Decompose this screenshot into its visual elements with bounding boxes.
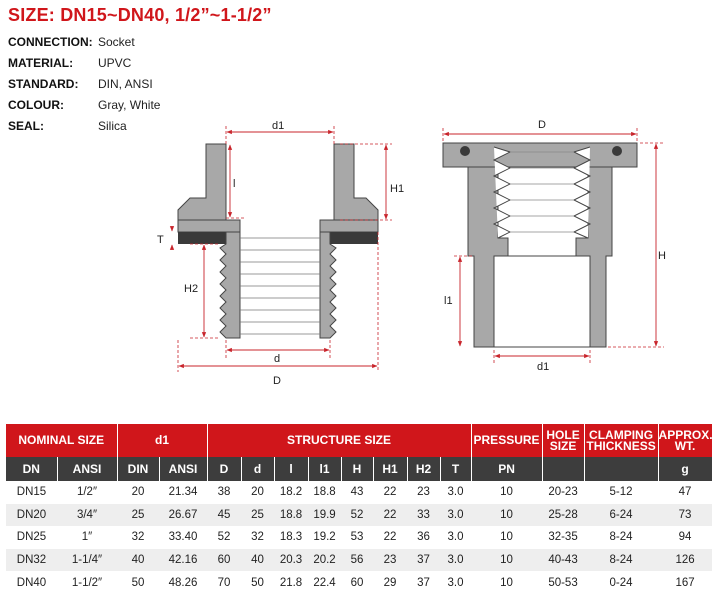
- table-cell: DN25: [16, 531, 47, 544]
- table-cell: 0-24: [609, 576, 633, 589]
- seal-ring: [178, 232, 226, 244]
- header-approx-weight: APPROX. WT.: [658, 424, 712, 457]
- table-cell: 45: [207, 504, 241, 527]
- right-fitting-drawing: [443, 119, 666, 373]
- table-cell: 37: [407, 549, 440, 572]
- table-cell: 3.0: [447, 531, 464, 544]
- header-hole-size: HOLE SIZE: [542, 424, 584, 457]
- table-cell: 10: [500, 486, 513, 499]
- property-label: COLOUR:: [8, 97, 64, 112]
- header-d1: d1: [117, 424, 207, 457]
- o-ring-seal: [460, 146, 470, 156]
- subheader-D: D: [207, 457, 241, 481]
- table-cell: 70: [217, 576, 231, 589]
- header-nominal-size: NOMINAL SIZE: [6, 424, 117, 457]
- table-cell: 167: [675, 576, 695, 589]
- table-cell: 53: [350, 531, 364, 544]
- property-value: Socket: [98, 34, 135, 49]
- specification-table: [6, 424, 713, 594]
- table-cell: DN20: [6, 504, 57, 527]
- table-cell: 10: [471, 549, 542, 572]
- dim-label-d1: d1: [537, 361, 550, 373]
- subheader-ansi-d1: ANSI: [159, 457, 207, 481]
- dim-label-D: D: [273, 375, 281, 387]
- table-cell: 32-35: [548, 531, 578, 544]
- table-cell: 20: [131, 486, 145, 499]
- header-structure-size: STRUCTURE SIZE: [207, 424, 471, 457]
- table-cell: 8-24: [609, 531, 633, 544]
- table-cell: 32: [251, 531, 264, 544]
- property-value: Gray, White: [98, 97, 161, 112]
- table-cell: 1-1/4″: [57, 549, 117, 572]
- table-cell: 3.0: [440, 504, 471, 527]
- table-cell: 40: [241, 549, 274, 572]
- table-cell: 23: [417, 486, 430, 499]
- dim-label-h2: H2: [184, 283, 199, 295]
- left-fitting-drawing: [157, 120, 404, 387]
- subheader-dn: DN: [6, 457, 57, 481]
- dim-label-d1: d1: [272, 120, 285, 132]
- table-group-header-row: [6, 424, 712, 457]
- table-cell: 22: [383, 486, 397, 499]
- property-label: STANDARD:: [8, 76, 79, 91]
- property-label: CONNECTION:: [8, 34, 93, 49]
- table-cell: 18.2: [279, 486, 303, 499]
- table-cell: 20: [251, 486, 264, 499]
- header-pressure: PRESSURE: [471, 424, 542, 457]
- subheader-l: l: [274, 457, 308, 481]
- table-cell: 42.16: [159, 549, 207, 572]
- table-cell: 25-28: [542, 504, 584, 527]
- subheader-l1: l1: [308, 457, 341, 481]
- table-cell: 1/2″: [76, 486, 98, 499]
- table-cell: 3/4″: [57, 504, 117, 527]
- table-cell: 8-24: [584, 549, 658, 572]
- table-row: [6, 481, 712, 504]
- table-cell: 22: [373, 504, 407, 527]
- table-cell: 40: [117, 549, 159, 572]
- table-cell: 21.8: [279, 576, 303, 589]
- table-cell: 23: [373, 549, 407, 572]
- subheader-H2: H2: [407, 457, 440, 481]
- table-cell: 25: [241, 504, 274, 527]
- dim-label-h: H: [658, 250, 666, 262]
- table-cell: 3.0: [447, 576, 464, 589]
- property-value: DIN, ANSI: [98, 76, 153, 91]
- subheader-H1: H1: [373, 457, 407, 481]
- subheader-din: DIN: [117, 457, 159, 481]
- property-value: Silica: [98, 118, 127, 133]
- table-cell: 43: [350, 486, 364, 499]
- table-cell: 22.4: [313, 576, 336, 589]
- table-cell: DN15: [16, 486, 47, 499]
- table-cell: 60: [350, 576, 364, 589]
- dim-label-h1: H1: [390, 183, 405, 195]
- table-cell: 1″: [81, 531, 93, 544]
- table-cell: 1-1/2″: [71, 576, 103, 589]
- table-cell: 36: [417, 531, 430, 544]
- table-cell: 50: [251, 576, 264, 589]
- subheader-H: H: [341, 457, 373, 481]
- table-cell: 50: [131, 576, 145, 589]
- property-value: UPVC: [98, 55, 132, 70]
- table-cell: 33.40: [168, 531, 198, 544]
- subheader-T: T: [440, 457, 471, 481]
- table-cell: 52: [217, 531, 231, 544]
- table-cell: 50-53: [548, 576, 578, 589]
- subheader-d: d: [241, 457, 274, 481]
- table-row: [6, 549, 712, 572]
- table-cell: 52: [341, 504, 373, 527]
- table-cell: 21.34: [168, 486, 198, 499]
- subheader-pn: PN: [471, 457, 542, 481]
- table-cell: 3.0: [440, 549, 471, 572]
- table-cell: 73: [658, 504, 712, 527]
- table-cell: 56: [341, 549, 373, 572]
- subheader-blank: [542, 457, 584, 481]
- page-title: SIZE: DN15~DN40, 1/2”~1-1/2”: [8, 5, 272, 25]
- table-cell: 40-43: [542, 549, 584, 572]
- table-cell: 10: [471, 504, 542, 527]
- table-cell: 47: [678, 486, 692, 499]
- table-cell: 32: [131, 531, 145, 544]
- dim-label-D: D: [538, 119, 546, 131]
- table-cell: 20.3: [274, 549, 308, 572]
- table-cell: DN32: [6, 549, 57, 572]
- table-cell: 20-23: [548, 486, 578, 499]
- table-cell: DN40: [16, 576, 47, 589]
- table-cell: 60: [207, 549, 241, 572]
- table-cell: 10: [500, 576, 513, 589]
- dim-label-l: l: [233, 178, 236, 190]
- table-cell: 18.8: [313, 486, 336, 499]
- dim-label-t: T: [157, 234, 164, 246]
- subheader-blank: [584, 457, 658, 481]
- table-body: [6, 481, 712, 594]
- table-cell: 18.3: [279, 531, 303, 544]
- table-cell: 19.2: [313, 531, 336, 544]
- table-sub-header-row: [6, 457, 712, 481]
- table-cell: 126: [658, 549, 712, 572]
- table-cell: 25: [117, 504, 159, 527]
- table-cell: 22: [383, 531, 397, 544]
- o-ring-seal: [612, 146, 622, 156]
- dim-label-l1: l1: [444, 295, 453, 307]
- table-cell: 5-12: [609, 486, 633, 499]
- property-label: MATERIAL:: [8, 55, 74, 70]
- property-label: SEAL:: [8, 118, 44, 133]
- table-cell: 20.2: [308, 549, 341, 572]
- table-cell: 38: [217, 486, 231, 499]
- table-cell: 48.26: [168, 576, 198, 589]
- seal-ring: [330, 232, 378, 244]
- header-clamping-thickness: CLAMPING THICKNESS: [584, 424, 658, 457]
- subheader-g: g: [658, 457, 712, 481]
- subheader-ansi: ANSI: [57, 457, 117, 481]
- table-cell: 10: [500, 531, 513, 544]
- table-cell: 3.0: [447, 486, 464, 499]
- table-cell: 26.67: [159, 504, 207, 527]
- table-cell: 18.8: [274, 504, 308, 527]
- table-cell: 94: [678, 531, 692, 544]
- table-row: [6, 571, 712, 594]
- table-cell: 37: [417, 576, 430, 589]
- dim-label-d: d: [274, 353, 281, 365]
- table-row: [6, 526, 712, 549]
- table-cell: 19.9: [308, 504, 341, 527]
- table-cell: 29: [383, 576, 397, 589]
- table-cell: 33: [407, 504, 440, 527]
- table-cell: 6-24: [584, 504, 658, 527]
- table-row: [6, 504, 712, 527]
